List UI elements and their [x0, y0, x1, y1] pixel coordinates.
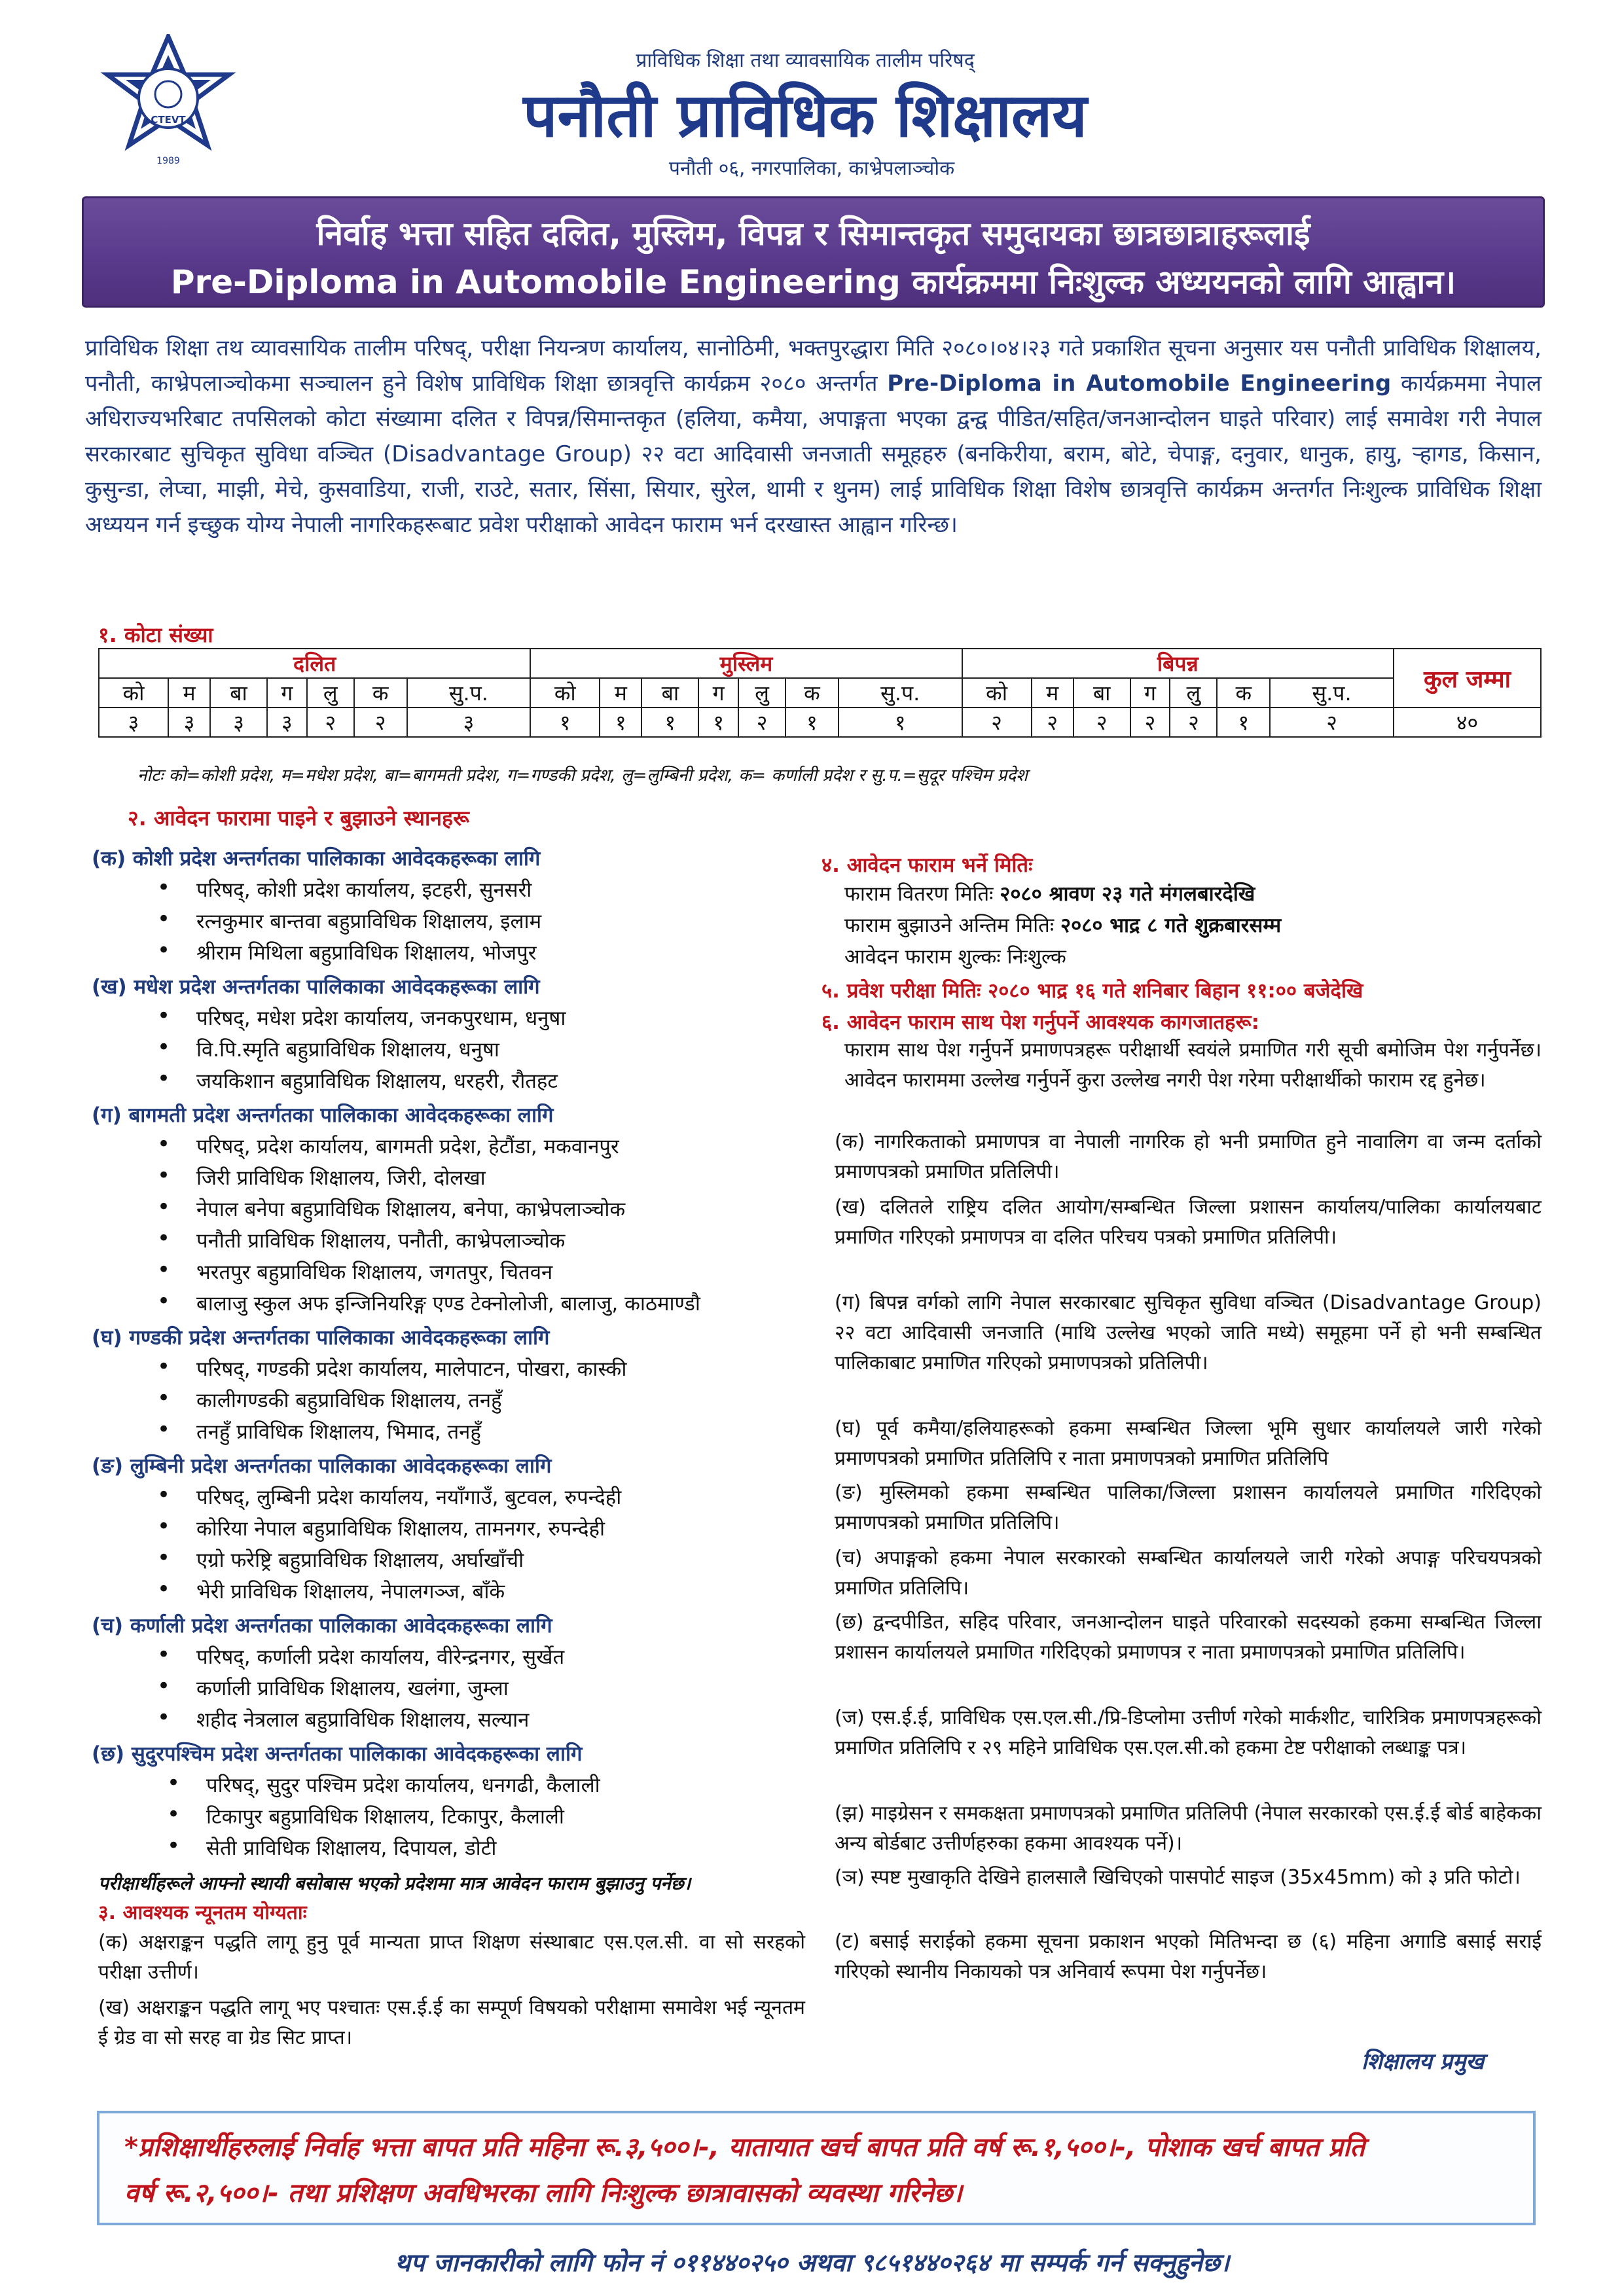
- place-item: • परिषद्, गण्डकी प्रदेश कार्यालय, मालेपाटन, पोखरा, कास्की: [196, 1355, 626, 1382]
- province-heading: (ख) मधेश प्रदेश अन्तर्गतका पालिकाका आवेदकहरूका लागि: [92, 975, 540, 999]
- place-item: • तनहुँ प्राविधिक शिक्षालय, भिमाद, तनहुँ: [196, 1418, 481, 1445]
- place-item: • वि.पि.स्मृति बहुप्राविधिक शिक्षालय, धनुषा: [196, 1035, 499, 1063]
- sub-header: को: [530, 678, 600, 708]
- sub-header: बा: [641, 678, 698, 708]
- sub-header: लु: [307, 678, 354, 708]
- place-item: • भेरी प्राविधिक शिक्षालय, नेपालगञ्ज, बाँके: [196, 1577, 505, 1605]
- quota-cell: २: [738, 708, 785, 737]
- document-item: (ज) एस.ई.ई, प्राविधिक एस.एल.सी./प्रि-डिप्लोमा उत्तीर्ण गरेको मार्कशीट, चारित्रिक प्रमाणपत्रहरूको प्रमाणित प्रतिलिपि र २९ महिने प्राविधिक एस.एल.सी.को हकमा टेष्ट परीक्षाको लब्धाङ्क पत्र।: [835, 1706, 1542, 1759]
- exam-date: ५. प्रवेश परीक्षा मितिः २०८० भाद्र १६ गते शनिबार बिहान ११:०० बजेदेखि: [821, 979, 1363, 1003]
- document-item: (ख) दलितले राष्ट्रिय दलित आयोग/सम्बन्धित जिल्ला प्रशासन कार्यालय/पालिका कार्यालयबाट प्रमाणित गरिएको प्रमाणपत्र वा दलित परिचय पत्रको प्रमाणित प्रतिलिपी।: [835, 1196, 1542, 1249]
- sub-header: लु: [738, 678, 785, 708]
- province-heading: (छ) सुदुरपश्चिम प्रदेश अन्तर्गतका पालिकाका आवेदकहरूका लागि: [92, 1742, 583, 1766]
- quota-total: ४०: [1394, 708, 1541, 737]
- place-item: • रत्नकुमार बान्तवा बहुप्राविधिक शिक्षालय, इलाम: [196, 907, 541, 935]
- sub-header: सु.प.: [407, 678, 531, 708]
- places-title: २. आवेदन फारामा पाइने र बुझाउने स्थानहरू: [128, 806, 469, 831]
- sub-header: बा: [1074, 678, 1130, 708]
- dates-title: ४. आवेदन फाराम भर्ने मितिः: [821, 853, 1033, 877]
- place-item: • जिरी प्राविधिक शिक्षालय, जिरी, दोलखा: [196, 1164, 486, 1191]
- form-fee: आवेदन फाराम शुल्कः निःशुल्क: [844, 945, 1066, 969]
- place-item: • जयकिशान बहुप्राविधिक शिक्षालय, धरहरी, रौतहट: [196, 1067, 558, 1094]
- sub-header: म: [1032, 678, 1074, 708]
- sub-header: सु.प.: [1270, 678, 1394, 708]
- sub-header: बा: [210, 678, 267, 708]
- logo-text-bottom: 1989: [156, 156, 180, 166]
- deadline-value: २०८० भाद्र ८ गते शुक्रबारसम्म: [1060, 914, 1282, 937]
- place-item: • एग्रो फरेष्ट्रि बहुप्राविधिक शिक्षालय, अर्घाखाँची: [196, 1546, 524, 1573]
- group-dalit: दलित: [99, 649, 530, 678]
- sub-header: सु.प.: [839, 678, 962, 708]
- document-item: (छ) द्वन्दपीडित, सहिद परिवार, जनआन्दोलन घाइते परिवारको सदस्यको हकमा सम्बन्धित जिल्ला प्रशासन कार्यालयले प्रमाणित गरिदिएको प्रमाणपत्र र नाता प्रमाणपत्रको प्रमाणित प्रतिलिपि।: [835, 1611, 1542, 1664]
- quota-title: १. कोटा संख्या: [98, 622, 213, 647]
- province-heading: (घ) गण्डकी प्रदेश अन्तर्गतका पालिकाका आवेदकहरूका लागि: [92, 1326, 550, 1350]
- sub-header: को: [99, 678, 168, 708]
- eligibility-title: ३. आवश्यक न्यूनतम योग्यताः: [98, 1901, 307, 1924]
- allowance-line-2: वर्ष रू.२,५००।- तथा प्रशिक्षण अवधिभरका लागि निःशुल्क छात्रावासको व्यवस्था गरिनेछ।: [124, 2178, 963, 2208]
- quota-cell: १: [530, 708, 600, 737]
- place-item: • कोरिया नेपाल बहुप्राविधिक शिक्षालय, तामनगर, रुपन्देही: [196, 1515, 605, 1542]
- distribution-value: २०८० श्रावण २३ गते मंगलबारदेखि: [1000, 882, 1255, 906]
- place-item: • परिषद्, प्रदेश कार्यालय, बागमती प्रदेश, हेटौंडा, मकवानपुर: [196, 1132, 619, 1160]
- group-muslim: मुस्लिम: [530, 649, 962, 678]
- contact-line: थप जानकारीको लागि फोन नं ०११४४०२५० अथवा ९८५१४४०२६४ मा सम्पर्क गर्न सक्नुहुनेछ।: [394, 2248, 1230, 2277]
- distribution-date: [844, 880, 1255, 907]
- deadline-label: फाराम बुझाउने अन्तिम मितिः: [844, 914, 1060, 937]
- quota-cell: १: [698, 708, 738, 737]
- quota-cell: १: [641, 708, 698, 737]
- province-heading: (ङ) लुम्बिनी प्रदेश अन्तर्गतका पालिकाका आवेदकहरूका लागि: [92, 1454, 552, 1478]
- quota-cell: ३: [210, 708, 267, 737]
- place-item: • कालीगण्डकी बहुप्राविधिक शिक्षालय, तनहुँ: [196, 1386, 502, 1414]
- document-item: (ट) बसाई सराईको हकमा सूचना प्रकाशन भएको मितिभन्दा छ (६) महिना अगाडि बसाई सराई गरिएको स्थानीय निकायको पत्र अनिवार्य रूपमा पेश गर्नुपर्नेछ।: [835, 1930, 1542, 1983]
- sub-header: ग: [698, 678, 738, 708]
- sub-header: ग: [1130, 678, 1170, 708]
- parent-org: प्राविधिक शिक्षा तथा व्यावसायिक तालीम परिषद्: [636, 49, 975, 72]
- place-item: • कर्णाली प्राविधिक शिक्षालय, खलंगा, जुम्ला: [196, 1674, 509, 1702]
- quota-table: [98, 648, 1542, 738]
- document-item: (घ) पूर्व कमैया/हलियाहरूको हकमा सम्बन्धित जिल्ला भूमि सुधार कार्यालयले जारी गरेको प्रमाणपत्रको प्रमाणित प्रतिलिपि र नाता प्रमाणपत्रको प्रमाणित प्रतिलिपि: [835, 1417, 1542, 1470]
- total-label: कुल जम्मा: [1394, 649, 1541, 708]
- quota-cell: २: [1130, 708, 1170, 737]
- intro-paragraph: [85, 331, 1542, 543]
- eligibility-item: (क) अक्षराङ्कन पद्धति लागू हुनु पूर्व मान्यता प्राप्त शिक्षण संस्थाबाट एस.एल.सी. वा सो सरहको परीक्षा उत्तीर्ण।: [98, 1931, 805, 1984]
- document-item: (क) नागरिकताको प्रमाणपत्र वा नेपाली नागरिक हो भनी प्रमाणित हुने नावालिग वा जन्म दर्ताको प्रमाणपत्रको प्रमाणित प्रतिलिपी।: [835, 1130, 1542, 1183]
- place-item: • परिषद्, कोशी प्रदेश कार्यालय, इटहरी, सुनसरी: [196, 876, 532, 903]
- sub-header: ग: [267, 678, 307, 708]
- quota-value-row: [99, 708, 1541, 737]
- sub-header: क: [1217, 678, 1270, 708]
- document-item: (च) अपाङ्गको हकमा नेपाल सरकारको सम्बन्धित कार्यालयले जारी गरेको अपाङ्ग परिचयपत्रको प्रमाणित प्रतिलिपि।: [835, 1547, 1542, 1600]
- document-item: (ग) बिपन्न वर्गको लागि नेपाल सरकारबाट सुचिकृत सुविधा वञ्चित (Disadvantage Group) २२ वटा आदिवासी जनजाति (माथि उल्लेख भएको जाति मध्ये) समूहमा पर्ने हो भनी सम्बन्धित पालिकाबाट प्रमाणित गरिएको प्रमाणपत्रको प्रतिलिपी।: [835, 1291, 1542, 1374]
- quota-cell: ३: [407, 708, 531, 737]
- documents-title: ६. आवेदन फाराम साथ पेश गर्नुपर्ने आवश्यक कागजातहरू:: [821, 1011, 1259, 1034]
- quota-cell: २: [1170, 708, 1217, 737]
- place-item: • भरतपुर बहुप्राविधिक शिक्षालय, जगतपुर, चितवन: [196, 1258, 552, 1285]
- deadline-date: [844, 911, 1281, 939]
- place-item: • सेती प्राविधिक शिक्षालय, दिपायल, डोटी: [206, 1834, 496, 1861]
- document-item: (ङ) मुस्लिमको हकमा सम्बन्धित पालिका/जिल्ला प्रशासन कार्यालयले प्रमाणित गरिदिएको प्रमाणपत्रको प्रमाणित प्रतिलिपि।: [835, 1481, 1542, 1534]
- sub-header: लु: [1170, 678, 1217, 708]
- place-item: • नेपाल बनेपा बहुप्राविधिक शिक्षालय, बनेपा, काभ्रेपलाञ्चोक: [196, 1195, 625, 1223]
- place-item: • परिषद्, मधेश प्रदेश कार्यालय, जनकपुरधाम, धनुषा: [196, 1004, 566, 1031]
- quota-cell: २: [354, 708, 407, 737]
- intro-program: Pre-Diploma in Automobile Engineering: [887, 370, 1392, 397]
- signature: शिक्षालय प्रमुख: [1362, 2049, 1485, 2075]
- eligibility-item: (ख) अक्षराङ्कन पद्धति लागू भए पश्चातः एस.ई.ई का सम्पूर्ण विषयको परीक्षामा समावेश भई न्यूनतम ई ग्रेड वा सो सरह वा ग्रेड सिट प्राप्त।: [98, 1996, 805, 2049]
- banner-line-1: निर्वाह भत्ता सहित दलित, मुस्लिम, विपन्न र सिमान्तकृत समुदायका छात्रछात्राहरूलाई: [316, 215, 1310, 253]
- quota-cell: २: [962, 708, 1032, 737]
- place-item: • श्रीराम मिथिला बहुप्राविधिक शिक्षालय, भोजपुर: [196, 939, 536, 966]
- quota-cell: ३: [267, 708, 307, 737]
- sub-header: म: [600, 678, 641, 708]
- quota-cell: २: [1270, 708, 1394, 737]
- documents-intro: फाराम साथ पेश गर्नुपर्ने प्रमाणपत्रहरू परीक्षार्थी स्वयंले प्रमाणित गरी सूची बमोजिम पेश गर्नुपर्नेछ। आवेदन फाराममा उल्लेख गर्नुपर्ने कुरा उल्लेख नगरी पेश गरेमा परीक्षार्थीको फाराम रद्द हुनेछ।: [844, 1039, 1542, 1092]
- intro-part-1: प्राविधिक शिक्षा तथ व्यावसायिक तालीम परिषद्, परीक्षा नियन्त्रण कार्यालय, सानोठिमी, भक्तपुरद्धारा मिति २०८०।०४।२३ गते प्रकाशित सूचना अनुसार यस पनौती प्राविधिक शिक्षालय, पनौती, काभ्रेपलाञ्चोकमा सञ्चालन हुने विशेष प्राविधिक शिक्षा छात्रवृत्ति कार्यक्रम २०८० अन्तर्गत: [85, 335, 1542, 397]
- school-address: पनौती ०६, नगरपालिका, काभ्रेपलाञ्चोक: [668, 157, 955, 180]
- place-item: • टिकापुर बहुप्राविधिक शिक्षालय, टिकापुर, कैलाली: [206, 1803, 564, 1830]
- quota-cell: ३: [99, 708, 168, 737]
- school-name: पनौती प्राविधिक शिक्षालय: [523, 81, 1087, 151]
- place-item: • पनौती प्राविधिक शिक्षालय, पनौती, काभ्रेपलाञ्चोक: [196, 1227, 565, 1254]
- place-item: • बालाजु स्कुल अफ इन्जिनियरिङ्ग एण्ड टेक्नोलोजी, बालाजु, काठमाण्डौ: [196, 1289, 700, 1317]
- document-item: (ञ) स्पष्ट मुखाकृति देखिने हालसालै खिचिएको पासपोर्ट साइज (35x45mm) को ३ प्रति फोटो।: [835, 1866, 1521, 1889]
- quota-group-row: [99, 649, 1541, 678]
- sub-header: क: [785, 678, 839, 708]
- sub-header: म: [168, 678, 210, 708]
- province-heading: (क) कोशी प्रदेश अन्तर्गतका पालिकाका आवेदकहरूका लागि: [92, 847, 541, 870]
- sub-header: को: [962, 678, 1032, 708]
- province-heading: (ग) बागमती प्रदेश अन्तर्गतका पालिकाका आवेदकहरूका लागि: [92, 1103, 554, 1127]
- allowance-line-1: *प्रशिक्षार्थीहरुलाई निर्वाह भत्ता बापत प्रति महिना रू.३,५००।-, यातायात खर्च बापत प्रति वर्ष रू.१,५००।-, पोशाक खर्च बापत प्रति: [124, 2132, 1365, 2162]
- allowance-box: [97, 2111, 1536, 2225]
- place-item: • परिषद्, लुम्बिनी प्रदेश कार्यालय, नयाँगाउँ, बुटवल, रुपन्देही: [196, 1483, 621, 1511]
- sub-header: क: [354, 678, 407, 708]
- document-item: (झ) माइग्रेसन र समकक्षता प्रमाणपत्रको प्रमाणित प्रतिलिपी (नेपाल सरकारको एस.ई.ई बोर्ड बाहेकका अन्य बोर्डबाट उत्तीर्णहरुका हकमा आवश्यक पर्ने)।: [835, 1802, 1542, 1855]
- quota-cell: २: [1074, 708, 1130, 737]
- distribution-label: फाराम वितरण मितिः: [844, 882, 1000, 906]
- place-item: • परिषद्, सुदुर पश्चिम प्रदेश कार्यालय, धनगढी, कैलाली: [206, 1771, 600, 1799]
- quota-cell: २: [307, 708, 354, 737]
- place-item: • शहीद नेत्रलाल बहुप्राविधिक शिक्षालय, सल्यान: [196, 1706, 529, 1733]
- quota-cell: १: [1217, 708, 1270, 737]
- quota-cell: १: [839, 708, 962, 737]
- quota-cell: ३: [168, 708, 210, 737]
- ctevt-logo: [98, 34, 239, 175]
- places-note: परीक्षार्थीहरूले आफ्नो स्थायी बसोबास भएको प्रदेशमा मात्र आवेदन फाराम बुझाउनु पर्नेछ।: [98, 1873, 691, 1894]
- province-heading: (च) कर्णाली प्रदेश अन्तर्गतका पालिकाका आवेदकहरूका लागि: [92, 1614, 552, 1638]
- banner-line-2: Pre-Diploma in Automobile Engineering कार्यक्रममा निःशुल्क अध्ययनको लागि आह्वान।: [170, 263, 1456, 301]
- quota-cell: १: [600, 708, 641, 737]
- intro-part-2: कार्यक्रममा नेपाल अधिराज्यभरिबाट तपसिलको कोटा संख्यामा दलित र विपन्न/सिमान्तकृत (हलिया, कमैया, अपाङ्गता भएका द्वन्द्व पीडित/सहित/जनआन्दोलन घाइते परिवार) लाई समावेश गरी नेपाल सरकारबाट सुचिकृत सुविधा वञ्चित (Disadvantage Group) २२ वटा आदिवासी जनजाती समूहहरु (बनकिरीया, बराम, बोटे, चेपाङ्ग, दनुवार, धानुक, हायु, ऱ्हागड, किसान, कुसुन्डा, लेप्चा, माझी, मेचे, कुसवाडिया, राजी, राउटे, सतार, सिंसा, सियार, सुरेल, थामी र थुनम) लाई प्राविधिक शिक्षा विशेष छात्रवृत्ति कार्यक्रम अन्तर्गत निःशुल्क प्राविधिक शिक्षा अध्ययन गर्न इच्छुक योग्य नेपाली नागरिकहरूबाट प्रवेश परीक्षाको आवेदन फाराम भर्न दरखास्त आह्वान गरिन्छ।: [85, 370, 1542, 538]
- notice-banner: [82, 196, 1545, 308]
- place-item: • परिषद्, कर्णाली प्रदेश कार्यालय, वीरेन्द्रनगर, सुर्खेत: [196, 1643, 564, 1670]
- quota-cell: २: [1032, 708, 1074, 737]
- quota-cell: १: [785, 708, 839, 737]
- group-bipanna: बिपन्न: [962, 649, 1394, 678]
- quota-note: नोटः को=कोशी प्रदेश, म=मधेश प्रदेश, बा=बागमती प्रदेश, ग=गण्डकी प्रदेश, लु=लुम्बिनी प्रदेश, क= कर्णाली प्रदेश र सु.प.=सुदूर पश्चिम प्रदेश: [137, 766, 1028, 785]
- quota-subheader-row: [99, 678, 1541, 708]
- logo-text-top: CTEVT: [151, 114, 186, 126]
